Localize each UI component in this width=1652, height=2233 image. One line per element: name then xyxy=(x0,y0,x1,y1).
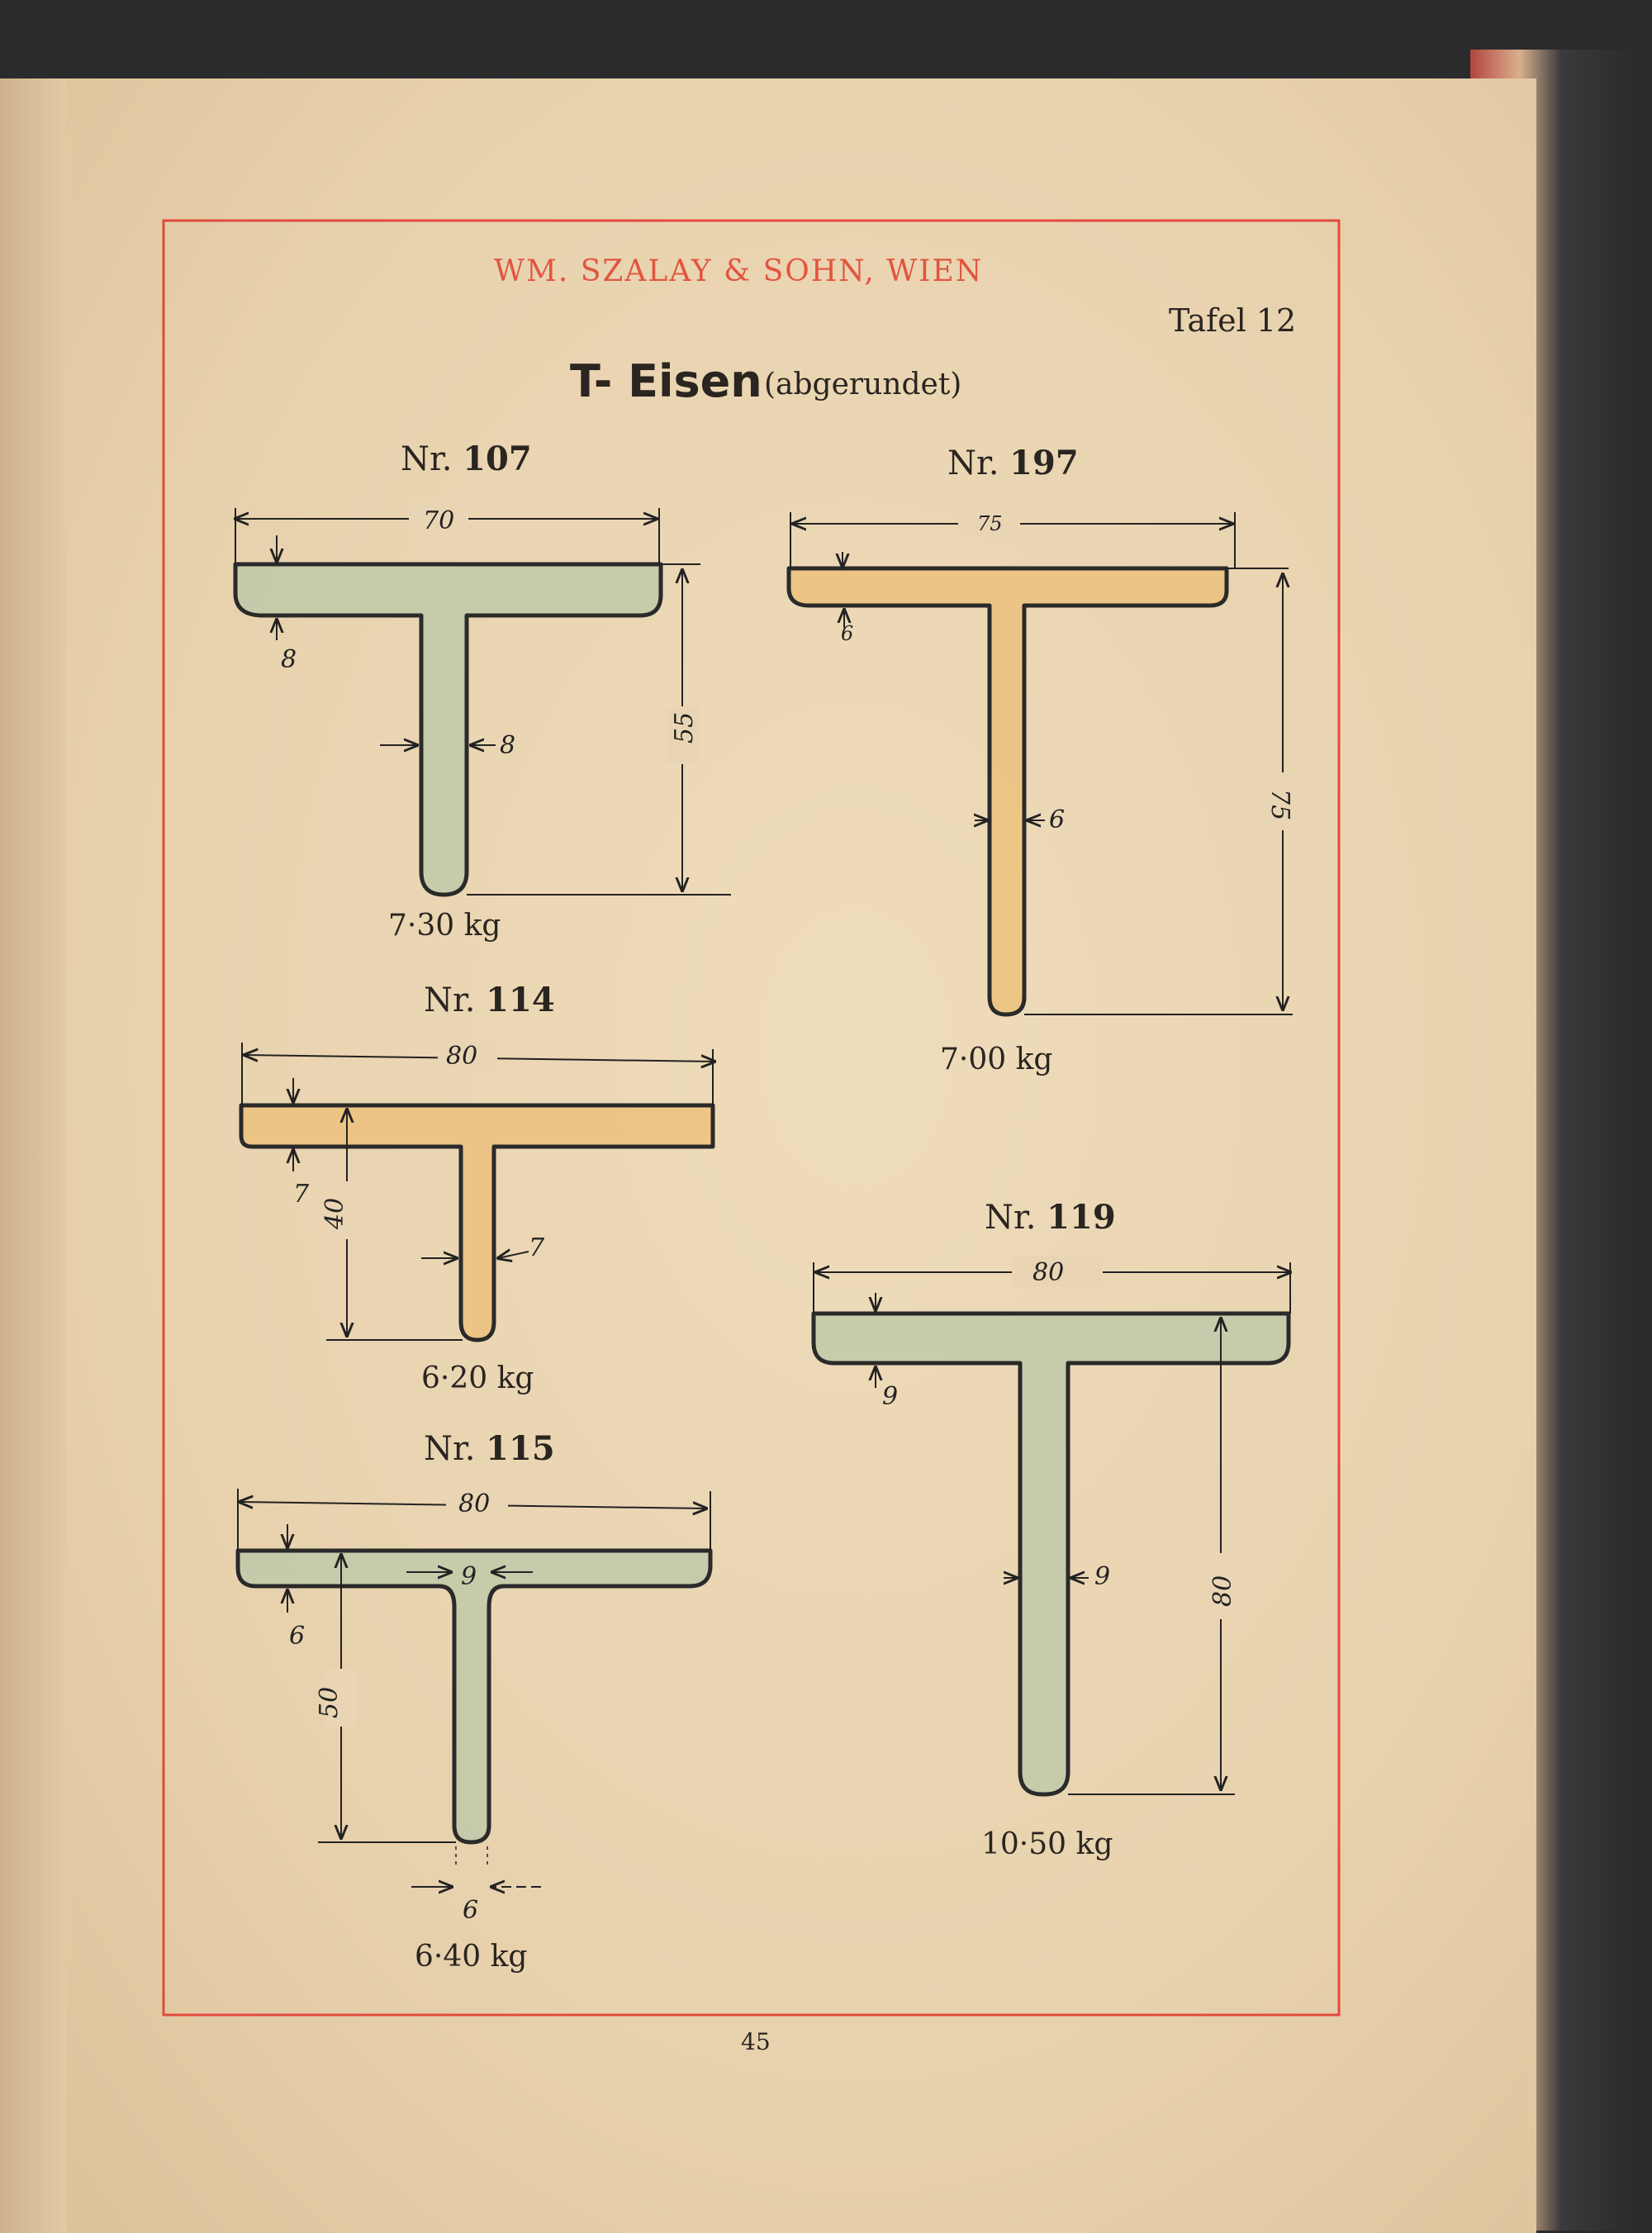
profile-197-drawing xyxy=(789,507,1299,1014)
plate-number: Tafel 12 xyxy=(1169,302,1297,339)
page-title: T- Eisen xyxy=(570,355,762,407)
profile-114-web-label: 7 xyxy=(529,1233,545,1262)
profile-197-web-label: 6 xyxy=(1049,805,1066,834)
profile-107-width-label: 70 xyxy=(423,506,455,535)
profile-119-flange-label: 9 xyxy=(882,1382,899,1411)
profile-114-drawing xyxy=(241,1039,714,1340)
profile-115-weight: 6·40 kg xyxy=(415,1940,528,1974)
profile-107-label: Nr. 107 xyxy=(401,439,532,478)
profile-114-label: Nr. 114 xyxy=(424,981,555,1019)
profile-107-height-label: 55 xyxy=(670,711,699,744)
publisher-header: WM. SZALAY & SOHN, WIEN xyxy=(494,254,984,288)
profile-119-width-label: 80 xyxy=(1032,1258,1065,1287)
profile-115-label: Nr. 115 xyxy=(424,1429,555,1468)
profile-197-weight: 7·00 kg xyxy=(940,1043,1053,1076)
profile-115-web-bottom-label: 6 xyxy=(463,1896,479,1925)
profile-107-flange-label: 8 xyxy=(281,645,297,674)
profile-119-weight: 10·50 kg xyxy=(981,1827,1113,1861)
profile-115-height-label: 50 xyxy=(315,1686,344,1718)
profile-115-shape xyxy=(238,1551,710,1842)
profile-119-label: Nr. 119 xyxy=(985,1198,1116,1237)
profile-115-web-label: 9 xyxy=(461,1562,477,1591)
profile-114-height-label: 40 xyxy=(320,1197,349,1229)
page-subtitle: (abgerundet) xyxy=(764,368,962,401)
profile-119-drawing xyxy=(814,1256,1290,1794)
profile-197-flange-label: 6 xyxy=(841,622,854,645)
profile-107-shape xyxy=(235,564,661,895)
profile-119-web-label: 9 xyxy=(1094,1562,1111,1591)
profile-197-height-label: 75 xyxy=(1265,789,1294,821)
profile-115-width-label: 80 xyxy=(458,1489,491,1518)
profile-107-web-label: 8 xyxy=(500,731,516,760)
profile-115-flange-label: 6 xyxy=(289,1622,306,1651)
profile-119-height-label: 80 xyxy=(1208,1575,1237,1607)
page-number: 45 xyxy=(741,2028,771,2055)
profile-107-drawing xyxy=(235,502,731,895)
profile-197-label: Nr. 197 xyxy=(947,444,1079,482)
profile-114-flange-label: 7 xyxy=(293,1180,310,1209)
profile-197-shape xyxy=(789,568,1227,1014)
profile-115-drawing xyxy=(238,1487,710,1925)
profile-107-weight: 7·30 kg xyxy=(388,909,501,943)
profile-114-weight: 6·20 kg xyxy=(421,1361,534,1395)
profile-197-width-label: 75 xyxy=(977,512,1003,535)
profile-114-shape xyxy=(241,1105,713,1340)
profile-114-width-label: 80 xyxy=(446,1042,478,1071)
